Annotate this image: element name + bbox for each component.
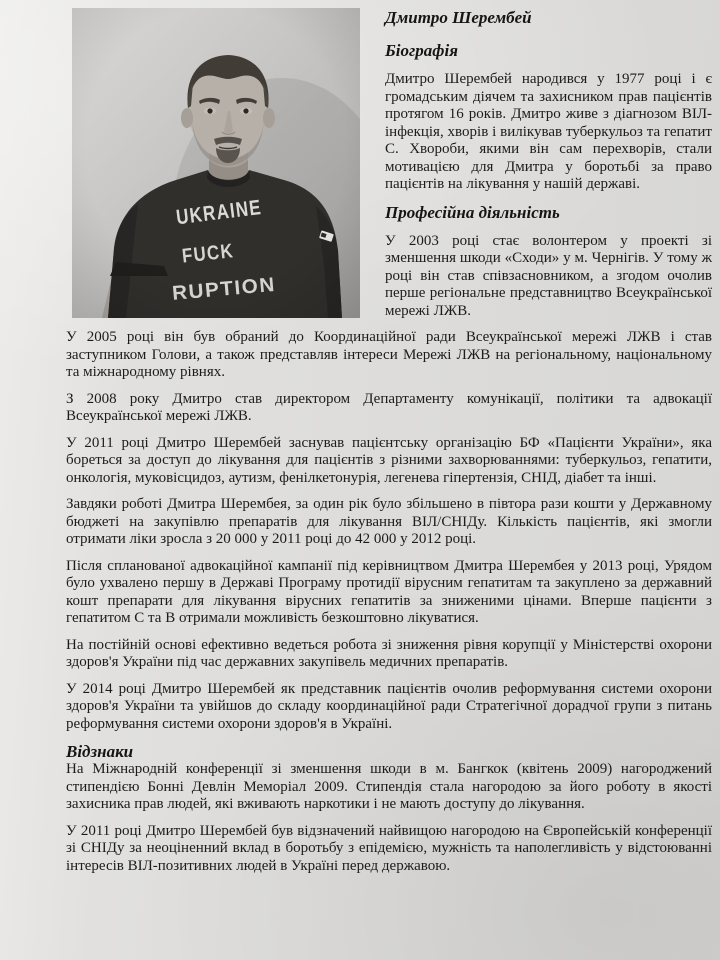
section-heading-awards: Відзнаки bbox=[66, 742, 134, 761]
professional-paragraph-3: З 2008 року Дмитро став директором Департаменту комунікації, політики та адвокації Всеукраїнської мережі ЛЖВ. bbox=[66, 390, 712, 424]
professional-paragraph-4: У 2011 році Дмитро Шерембей заснував пацієнтську організацію БФ «Пацієнти України», яка бореться за доступ до лікування для пацієнтів з різними захворюваннями: туберкульоз, гепатити, онкологія, муковісцидоз, аутизм, фенілкетонурія, легенева гіпертензія, СНІД, діабет та інші. bbox=[66, 434, 712, 486]
portrait-photo bbox=[72, 8, 360, 318]
professional-paragraph-2: У 2005 році він був обраний до Координаційної ради Всеукраїнської мережі ЛЖВ і став заступником Голови, а також представляв інтереси Мережі ЛЖВ на регіональному, національному та міжнародному рівнях. bbox=[66, 329, 712, 380]
photo-vignette bbox=[72, 8, 360, 318]
section-heading-professional: Професійна діяльність bbox=[385, 202, 560, 222]
awards-section bbox=[66, 742, 712, 875]
page-title: Дмитро Шерембей bbox=[385, 8, 532, 27]
professional-paragraph-8: У 2014 році Дмитро Шерембей як представник пацієнтів очолив реформування системи охорони здоров'я України та увійшов до складу координаційної ради Стратегічної дорадчої групи з питань реформування системи охорони здоров'я в Україні. bbox=[66, 680, 712, 732]
professional-paragraph-6: Після спланованої адвокаційної кампанії під керівництвом Дмитра Шерембея у 2013 році, Урядом було ухвалено першу в Державі Програму протидії вірусним гепатитам та закуплено за державний кошт препарати для лікування вірусних гепатитів за зниженими цінами. Вперше пацієнти з гепатитом С та В отримали можливість безкоштовно лікуватися. bbox=[66, 557, 712, 626]
biography-paragraph: Дмитро Шерембей народився у 1977 році і є громадським діячем та захисником прав пацієнтів протягом 16 років. Дмитро живе з діагнозом ВІЛ-інфекція, хворів і вилікував туберкульоз та гепатит С. Хвороби, якими він сам перехворів, стали мотивацією для Дмитра у боротьбі за право пацієнтів на лікування у нашій державі. bbox=[385, 71, 712, 192]
professional-paragraph-5: Завдяки роботі Дмитра Шерембея, за один рік було збільшено в півтора рази кошти у Державному бюджеті на закупівлю препаратів для лікування ВІЛ/СНІДу. Кількість пацієнтів, які змогли отримати ліки зросла з 20 000 у 2011 році до 42 000 у 2012 році. bbox=[66, 496, 712, 547]
section-heading-biography: Біографія bbox=[385, 41, 458, 60]
awards-paragraph-1: На Міжнародній конференції зі зменшення шкоди в м. Бангкок (квітень 2009) нагороджений стипендією Бонні Девлін Меморіал 2009. Стипендія стала нагородою за його роботу в якості захисника прав людей, які вживають наркотики і не мають доступу до лікування. bbox=[66, 761, 712, 812]
professional-paragraph-1: У 2003 році стає волонтером у проекті зі зменшення шкоди «Сходи» у м. Чернігів. У тому ж році він став співзасновником, а згодом очолив перше регіональне представництво Всеукраїнської мережі ЛЖВ. bbox=[385, 232, 712, 319]
document-content bbox=[66, 6, 712, 884]
awards-paragraph-2: У 2011 році Дмитро Шерембей був відзначений найвищою нагородою на Європейській конференції зі СНІДу за неоціненний вклад в боротьбу з епідемією, мужність та наполегливість у відстоюванні інтересів ВІЛ-позитивних людей в Україні перед державою. bbox=[66, 822, 712, 874]
professional-paragraph-7: На постійній основі ефективно ведеться робота зі зниження рівня корупції у Міністерстві охорони здоров'я України під час державних закупівель медичних препаратів. bbox=[66, 636, 712, 670]
